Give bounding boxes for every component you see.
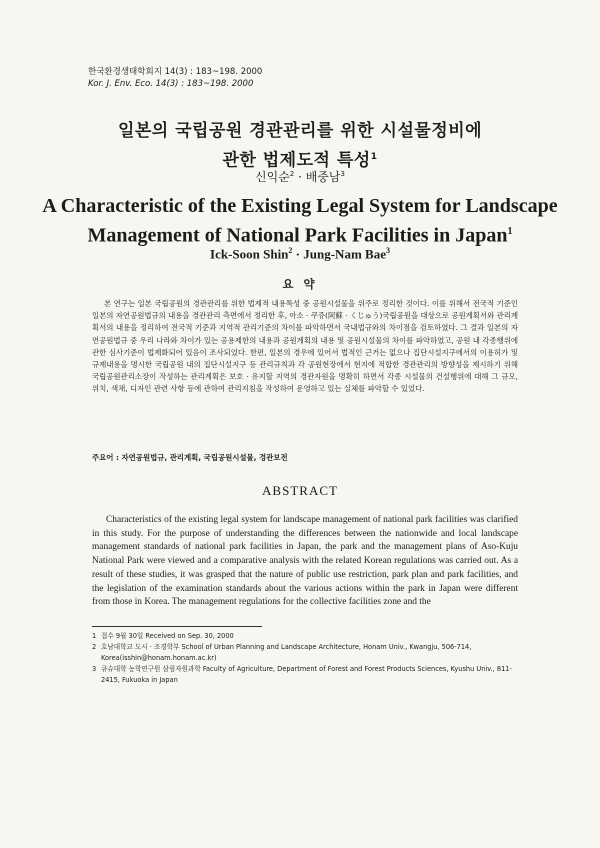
journal-citation (88, 66, 262, 90)
author-ko-separator: · (294, 170, 306, 184)
authors-korean (40, 168, 560, 185)
abstract-heading: ABSTRACT (262, 483, 338, 498)
title-english-line2 (30, 219, 570, 249)
abstract-english: Characteristics of the existing legal system for landscape management of national park facilities was clarified in this study. For the purpose of understanding the differences between the nationwide and local landscape management standards of national park facilities in Japan, the park and the management plans of Aso-Kuju National Park were viewed and a comparative analysis with the related Korean regulations was carried out. As a result of these studies, it was grasped that the nature of public use restriction, park plan and park facilities, and the legislation of the examination standards about the various actions within the park in Japan were different from those in Korea. The management regulations for the collective facilities zone and the (92, 515, 518, 608)
footnote-number: 2 (92, 643, 97, 651)
footnote-divider (92, 626, 262, 627)
footnote (92, 642, 522, 664)
author-en-2-mark: 3 (385, 246, 390, 255)
title-korean-line1: 일본의 국립공원 경관관리를 위한 시설물정비에 (117, 121, 483, 141)
author-ko-1-mark: 2 (289, 170, 295, 178)
footnote-text: 호남대학교 도시 · 조경학부 School of Urban Planning and Landscape Architecture, Honam Univ., Kwangju, 506-714, Korea(isshin@honam.honam.ac.kr) (101, 643, 472, 662)
author-en-separator: · (292, 246, 304, 262)
journal-citation-en: Kor. J. Env. Eco. 14(3) : 183~198. 2000 (88, 79, 254, 89)
author-ko-2: 배중남 (305, 170, 341, 184)
title-english-footnote-mark: 1 (507, 226, 513, 237)
keywords: 주요어 : 자연공원법규, 관리계획, 국립공원시설물, 경관보전 (92, 453, 288, 462)
title-korean-footnote-mark: 1 (370, 152, 378, 162)
author-ko-2-mark: 3 (340, 170, 345, 178)
abstract-korean: 본 연구는 일본 국립공원의 경관관리를 위한 법제적 내용특성 중 공원시설물을 위주로 정리한 것이다. 이를 위해서 전국적 기준인 일본의 자연공원법규의 내용을 경관관리 측면에서 정리한 후, 아소 · 쿠쥬(阿蘇 · くじゅう)국립공원을 대상으로 공원계획서와 관리계획서의 내용을 정리하여 전국적 기준과 지역적 관리기준의 차이를 파악하면서 국내법규와의 차이점을 검토하였다. 그 결과 일본의 자연공원법규 중 우리 나라와 차이가 있는 공용제한의 내용과 공원계획의 내용 및 공원시설물의 차이를 파악하였고, 공원 내 각종행위에 관한 심사기준이 법제화되어 있음이 조사되었다. 한편, 일본의 경우에 있어서 법적인 근거는 없으나 집단시설지구에서의 이용허가 및 규제내용을 명시한 국립공원 내의 집단시설지구 등 관리규칙과 각 공원현장에서 현지에 적합한 경관관리의 방향성을 제시하기 위해 국립공원관리소장이 작성하는 관리계획은 보호 · 유지할 지역의 경관자원을 명확히 하면서 각종 시설물의 건설행위에 대해 그 규모, 위치, 색채, 디자인 관련 사항 등에 관하여 관리지침을 작성하여 운영하고 있는 실체를 파악할 수 있었다. (92, 299, 518, 394)
title-english (30, 194, 570, 249)
title-english-line1: A Characteristic of the Existing Legal System for Landscape (42, 195, 558, 217)
footnote (92, 664, 522, 686)
summary-heading: 요 약 (282, 277, 318, 291)
title-korean (40, 118, 560, 174)
footnote-number: 1 (92, 632, 97, 640)
author-en-1: Ick-Soon Shin (210, 246, 289, 262)
footnote-text: 접수 9월 30일 Received on Sep. 30, 2000 (101, 632, 234, 640)
author-en-2: Jung-Nam Bae (303, 246, 386, 262)
title-korean-line2-text: 관한 법제도적 특성 (222, 150, 371, 171)
footnote (92, 631, 522, 642)
author-en-1-mark: 2 (288, 246, 293, 255)
title-english-line2-text: Management of National Park Facilities in Japan (87, 224, 508, 247)
authors-english (40, 246, 560, 262)
journal-citation-ko: 한국환경생태학회지 14(3) : 183~198. 2000 (88, 67, 263, 77)
footnote-text: 큐슈대학 농학연구원 삼림자원과학 Faculty of Agriculture, Department of Forest and Forest Products Sciences, Kyushu Univ., 811-2415, Fukuoka in Japan (101, 665, 512, 684)
author-ko-1: 신익순 (255, 170, 290, 184)
footnotes (92, 631, 522, 686)
footnote-number: 3 (92, 665, 97, 673)
